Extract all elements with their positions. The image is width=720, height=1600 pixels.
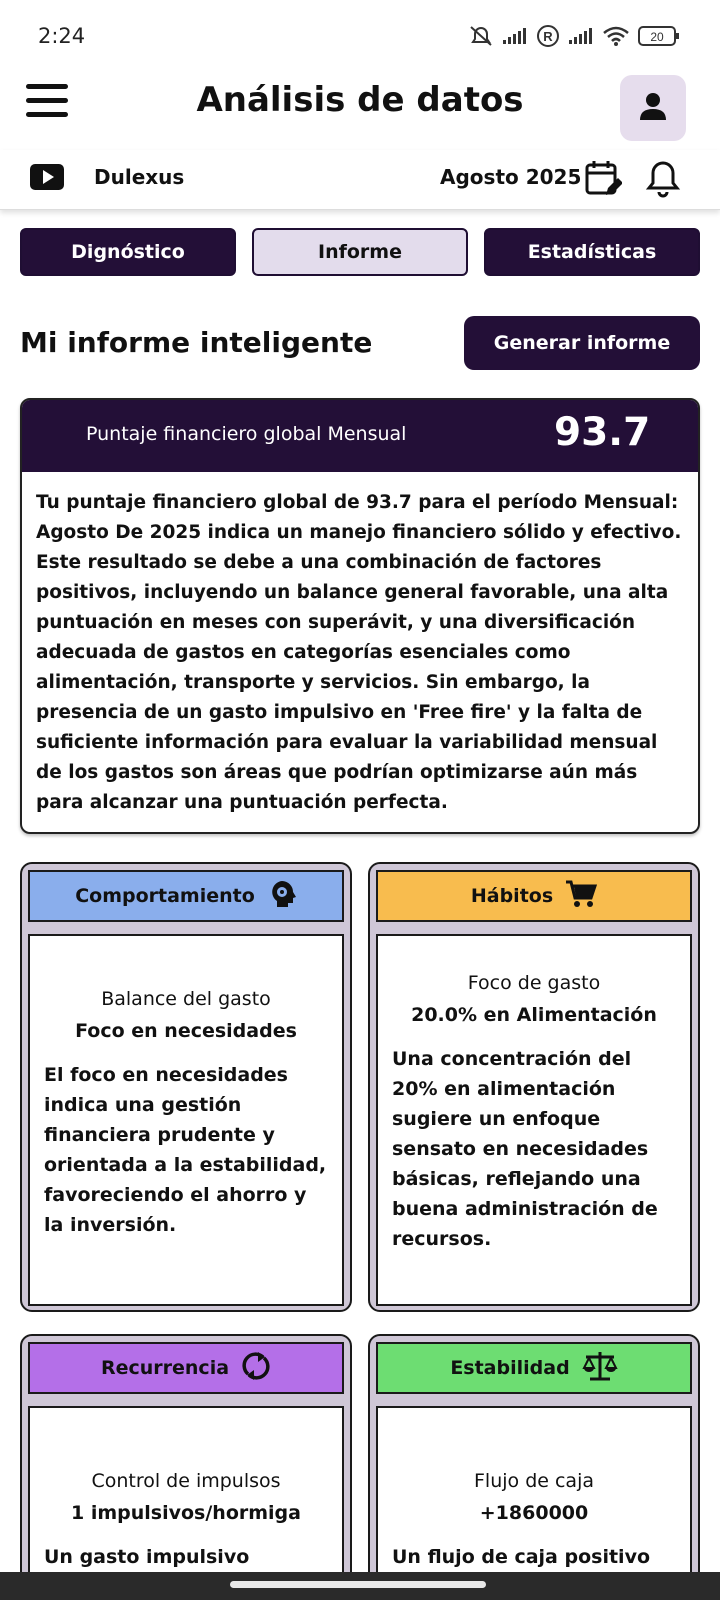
metric-card-comportamiento [20,862,352,1312]
brain-gear-icon [267,879,297,914]
roaming-icon [536,24,560,48]
tab-diagnostico[interactable]: Dignóstico [20,228,236,276]
metric-label: Balance del gasto [101,988,271,1010]
metric-description: Una concentración del 20% en alimentación sugiere un enfoque sensato en necesidades básicas, reflejando una buena administración de recursos. [392,1048,658,1250]
section-title: Mi informe inteligente [20,326,373,359]
play-icon[interactable] [30,164,64,190]
period-label: Agosto 2025 [440,165,582,189]
scale-icon [582,1350,618,1387]
score-description: Tu puntaje financiero global de 93.7 para el período Mensual: Agosto De 2025 indica un manejo financiero sólido y efectivo. Este resultado se debe a una combinación de factores positivos, incluyendo un balance general favorable, una alta puntuación en meses con superávit, y una diversificación adecuada de gastos en categorías esenciales como alimentación, transporte y servicios. Sin embargo, la presencia de un gasto impulsivo en 'Free fire' y la falta de suficiente información para evaluar la variabilidad mensual de los gastos son áreas que podrían optimizarse aún más para alcanzar una puntuación perfecta. [36,492,682,813]
refresh-icon [241,1350,271,1387]
wifi-icon [602,25,630,47]
metric-label: Foco de gasto [467,972,601,994]
home-gesture-handle[interactable] [230,1581,486,1588]
score-label: Puntaje financiero global Mensual [86,423,407,445]
metric-title: Comportamiento [75,885,255,907]
metric-header [376,870,692,922]
battery-level: 20 [650,30,664,44]
metric-description: Un flujo de caja positivo [392,1546,651,1568]
channel-name: Dulexus [94,165,185,189]
metric-header [376,1342,692,1394]
page-title: Análisis de datos [196,80,524,120]
signal-icon [502,27,528,45]
status-icons [468,24,680,48]
metric-card-recurrencia [20,1334,352,1600]
metric-label: Control de impulsos [91,1470,281,1492]
generate-report-button[interactable]: Generar informe [464,316,700,370]
profile-button[interactable] [620,75,686,141]
metric-body [376,1406,692,1600]
bell-icon[interactable] [644,159,682,203]
signal-icon [568,27,594,45]
context-bar [0,150,720,210]
metric-body [28,934,344,1306]
tab-bar [20,228,700,276]
battery-icon [638,25,680,47]
tab-informe[interactable]: Informe [252,228,468,276]
score-value: 93.7 [554,410,651,455]
metric-body [376,934,692,1306]
svg-text:R: R [543,29,553,44]
metric-value: 1 impulsivos/hormiga [71,1502,301,1524]
metric-value: 20.0% en Alimentación [411,1004,657,1026]
metric-title: Hábitos [470,885,554,907]
score-card [20,398,700,834]
cart-icon [565,879,597,914]
metric-description: Un gasto impulsivo [44,1546,250,1568]
metric-value: +1860000 [479,1502,589,1524]
tab-estadisticas[interactable]: Estadísticas [484,228,700,276]
user-icon [638,91,668,125]
metric-card-estabilidad [368,1334,700,1600]
calendar-edit-icon[interactable] [584,159,622,203]
metric-label: Flujo de caja [474,1470,594,1492]
metric-title: Recurrencia [100,1357,230,1379]
metric-title: Estabilidad [450,1357,570,1379]
app-bar [0,66,720,150]
metric-header [28,870,344,922]
system-nav-bar [0,1572,720,1600]
score-header [22,400,698,472]
status-bar [0,0,720,66]
metric-value: Foco en necesidades [75,1020,297,1042]
metric-card-habitos [368,862,700,1312]
mute-icon [468,25,494,47]
status-time: 2:24 [38,24,86,48]
metric-body [28,1406,344,1600]
metric-header [28,1342,344,1394]
metric-description: El foco en necesidades indica una gestión financiera prudente y orientada a la estabilidad, favoreciendo el ahorro y la inversión. [44,1064,327,1236]
